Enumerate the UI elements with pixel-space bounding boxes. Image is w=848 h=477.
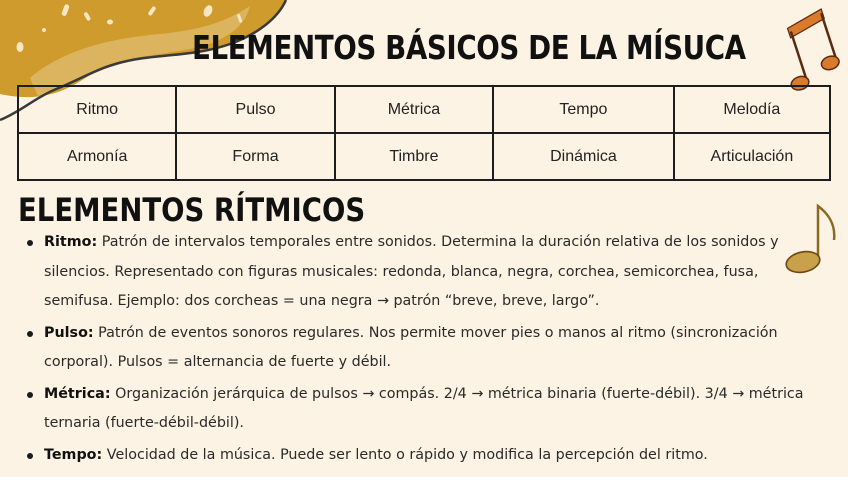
item-text: Patrón de intervalos temporales entre sonidos. Determina la duración relativa de los sonidos y silencios. Representado con figuras musicales: redonda, blanca, negra, corchea, semicorchea, fusa, semifusa. Ejemplo: dos corcheas = una negra → patrón “breve, breve, largo”. [44, 234, 779, 309]
table-cell: Articulación [674, 133, 830, 180]
item-text: Patrón de eventos sonoros regulares. Nos permite mover pies o manos al ritmo (sincronización corporal). Pulsos = alternancia de fuerte y débil. [44, 324, 778, 370]
table-cell: Forma [176, 133, 334, 180]
table-cell: Dinámica [493, 133, 674, 180]
table-row [18, 133, 830, 180]
table-cell: Melodía [674, 86, 830, 133]
list-item [22, 441, 826, 471]
list-item [22, 319, 826, 378]
item-text: Velocidad de la música. Puede ser lento o rápido y modifica la percepción del ritmo. [102, 446, 708, 463]
table-cell: Tempo [493, 86, 674, 133]
item-term: Tempo: [44, 446, 103, 463]
rhythm-elements-list [22, 228, 826, 472]
table-cell: Timbre [335, 133, 493, 180]
table-cell: Armonía [18, 133, 176, 180]
page-title: ELEMENTOS BÁSICOS DE LA MÍSUCA [192, 28, 746, 67]
item-term: Pulso: [44, 324, 94, 341]
elements-table [17, 85, 831, 181]
list-item [22, 228, 826, 317]
item-term: Ritmo: [44, 234, 98, 250]
table-cell: Ritmo [18, 86, 176, 133]
section-title: ELEMENTOS RÍTMICOS [18, 191, 366, 229]
table-cell: Métrica [335, 86, 493, 133]
list-item [22, 380, 826, 439]
table-cell: Pulso [176, 86, 334, 133]
item-term: Métrica: [44, 385, 111, 402]
table-row [18, 86, 830, 133]
item-text: Organización jerárquica de pulsos → compás. 2/4 → métrica binaria (fuerte-débil). 3/4 → métrica ternaria (fuerte-débil-débil). [44, 385, 804, 431]
